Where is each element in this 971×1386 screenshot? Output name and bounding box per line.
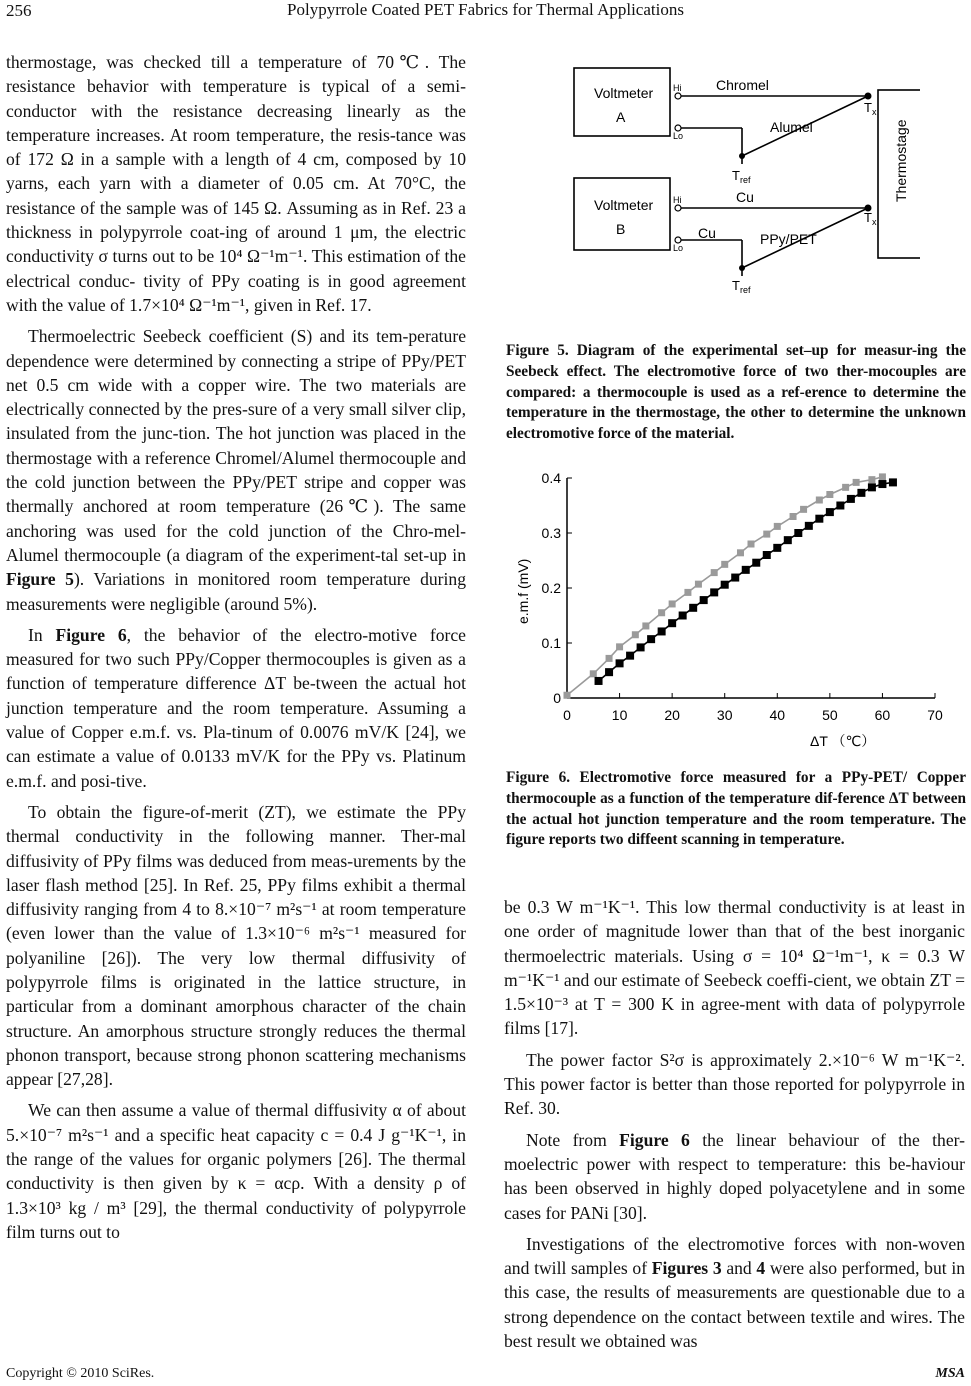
data-point <box>774 523 781 530</box>
x-axis-label: ΔT （℃） <box>810 733 876 749</box>
paragraph: The power factor S²σ is approximately 2.×10⁻⁶ W m⁻¹K⁻². This power factor is better than those reported for polypyrrole in Ref. 30. <box>504 1049 965 1119</box>
data-point <box>763 531 770 538</box>
paragraph: In Figure 6, the behavior of the electro-motive force measured for two such PPy/Copper thermocouples is given as a function of temperature difference ΔT be-tween the actual hot junction temperature and the room temperature. Assuming a value of Copper e.m.f. vs. Pla-tinum of 0.0076 mV/K [24], we can estimate a value of 0.0133 mV/K for the PPy vs. Platinum e.m.f. and posi-tive. <box>6 624 466 791</box>
data-point <box>668 619 676 627</box>
data-point <box>711 569 718 576</box>
x-tick-label: 10 <box>611 707 628 723</box>
left-column <box>6 50 466 1251</box>
data-point <box>721 561 728 568</box>
x-tick-label: 40 <box>769 707 786 723</box>
data-point <box>684 589 691 596</box>
data-point <box>763 551 771 559</box>
data-point <box>826 508 834 516</box>
data-point <box>658 609 665 616</box>
voltmeter-a-label: Voltmeter <box>594 85 654 101</box>
data-point <box>794 529 802 537</box>
paragraph: Thermoelectric Seebeck coefficient (S) and its tem-perature dependence were determined by connecting a stripe of PPy/PET net 0.5 cm wide with a copper wire. The two materials are electrically connected by the pres-sure of a very small silver clip, insulated from the junc-tion. The hot junction was placed in the thermostage with a reference Chromel/Alumel thermocouple and the cold junction between the PPy/PET stripe and copper was thermally anchored at room temperature (26℃). The same anchoring was used for the cold junction of the Chro-mel-Alumel thermocouple (a diagram of the experiment-tal set-up in Figure 5). Variations in monitored room temperature during measurements were negligible (around 5%). <box>6 326 466 614</box>
data-point <box>815 515 823 523</box>
x-tick-label: 70 <box>927 707 943 723</box>
svg-text:Tref: $T_{ref}$ <box>732 168 751 185</box>
data-point <box>816 497 823 504</box>
data-point <box>868 476 875 483</box>
data-point <box>595 677 603 685</box>
data-point <box>647 635 655 643</box>
data-point <box>790 513 797 520</box>
y-tick-label: 0.3 <box>541 525 561 541</box>
svg-text:Cu: Cu <box>736 189 754 205</box>
page-number: 256 <box>6 1 32 20</box>
svg-text:B: B <box>616 221 626 237</box>
data-point <box>689 604 697 612</box>
journal-abbrev: MSA <box>935 1366 965 1381</box>
x-tick-label: 30 <box>716 707 733 723</box>
paragraph: To obtain the figure-of-merit (ZT), we estimate the PPy thermal conductivity in the following manner. Ther-mal diffusivity of PPy films was deduced from meas-urements by the laser flash method [25]. In Ref. 25, PPy films exhibit a thermal diffusivity ranging from 4 to 8.×10⁻⁷ m²s⁻¹ at room temperature (even lower than the value of 1.3×10⁻⁶ m²s⁻¹ measured for polyaniline [26]). The very low thermal diffusivity of polypyrrole films is originated in the lattice structure, in particular from a dominant amorphous character of the chain structure. An amorphous structure strongly reduces the thermal phonon transport, because strong phonon scattering mechanisms appear [27,28]. <box>6 801 466 1090</box>
figure-ref[interactable]: Figure 6 <box>619 1129 690 1150</box>
alumel-label: Alumel <box>770 119 813 135</box>
data-point <box>878 480 886 488</box>
svg-text:Lo: Lo <box>673 131 684 141</box>
y-axis-label: e.m.f (mV) <box>515 558 531 624</box>
data-point <box>748 541 755 548</box>
data-point <box>879 473 886 480</box>
svg-text:Tx: $T_x$ <box>864 210 877 227</box>
data-point <box>679 612 687 620</box>
data-point <box>889 478 897 486</box>
svg-text:Tx: $T_x$ <box>864 100 877 117</box>
y-tick-label: 0.2 <box>541 580 561 596</box>
data-point <box>564 692 571 699</box>
figure-5-caption: Figure 5. Diagram of the experimental set–up for measur-ing the Seebeck effect. The electromotive force of two ther-mocouples are compared: a thermocouple is used as a ref-erence to determine the temperature in the thermostage, the other to determine the unknown electromotive force of the material. <box>506 342 966 443</box>
data-point <box>700 596 708 604</box>
data-point <box>632 631 639 638</box>
data-point <box>721 581 729 589</box>
svg-text:A: A <box>616 109 626 125</box>
data-point <box>710 588 718 596</box>
figure-ref[interactable]: Figure 5 <box>6 569 74 590</box>
data-point <box>606 655 613 662</box>
data-point <box>626 652 634 660</box>
svg-text:Hi: Hi <box>673 195 682 205</box>
figure-6-caption: Figure 6. Electromotive force measured for a PPy-PET/ Copper thermocouple as a function of the temperature dif-ference ΔT between the actual hot junction temperature and the room temperature. The figure reports two diffeent scanning in temperature. <box>506 769 966 849</box>
data-point <box>805 522 813 530</box>
paragraph: Investigations of the electromotive forces with non-woven and twill samples of Figures 3 and 4 were also performed, but in this case, the results of measurements are questionable due to a strong dependence on the contact between textile and wires. The best result we obtained was <box>504 1233 966 1352</box>
data-point <box>752 559 760 567</box>
figure-5-diagram <box>560 60 920 300</box>
data-point <box>773 544 781 552</box>
data-point <box>669 600 676 607</box>
data-point <box>642 622 649 629</box>
data-point <box>800 506 807 513</box>
svg-text:Cu: Cu <box>698 225 716 241</box>
data-point <box>658 627 666 635</box>
y-tick-label: 0 <box>553 690 561 706</box>
x-tick-label: 60 <box>874 707 891 723</box>
y-tick-label: 0.4 <box>541 470 561 486</box>
svg-text:Tref: $T_{ref}$ <box>732 278 751 295</box>
data-point <box>731 574 739 582</box>
figure-ref[interactable]: Figures 3 <box>651 1258 722 1279</box>
right-column <box>504 895 965 1360</box>
data-point <box>737 549 744 556</box>
figure-6-chart <box>510 462 950 762</box>
data-point <box>868 483 876 491</box>
paragraph: We can then assume a value of thermal diffusivity α of about 5.×10⁻⁷ m²s⁻¹ and a specific heat capacity c = 0.4 J g⁻¹K⁻¹, in the range of the values for organic polymers [26]. The thermal conductivity is then given by κ = αcρ. With a density ρ of 1.3×10³ kg / m³ [29], the thermal conductivity of polypyrrole film turns out to <box>6 1100 466 1242</box>
paragraph: Note from Figure 6 the linear behaviour of the ther-moelectric power with respect to temperature: this be-haviour has been observed in highly doped polyacetylene and in some cases for PANi [30]. <box>504 1129 966 1223</box>
data-point <box>836 502 844 510</box>
data-point <box>742 566 750 574</box>
figure-ref[interactable]: 4 <box>756 1258 766 1279</box>
paragraph: be 0.3 W m⁻¹K⁻¹. This low thermal conductivity is at least in one order of magnitude lower than that of the best inorganic thermoelectric materials. Using σ = 10⁴ Ω⁻¹m⁻¹, κ = 0.3 W m⁻¹K⁻¹ and our estimate of Seebeck coeffi-cient, we obtain ZT = 1.5×10⁻³ at T = 300 K in agree-ment with data of polypyrrole films [17]. <box>504 897 965 1039</box>
data-point <box>842 484 849 491</box>
thermostage-label: Thermostage <box>893 119 909 202</box>
svg-text:Lo: Lo <box>673 243 684 253</box>
data-point <box>853 479 860 486</box>
x-tick-label: 20 <box>664 707 680 723</box>
chromel-label: Chromel <box>716 77 769 93</box>
data-point <box>695 581 702 588</box>
copyright: Copyright © 2010 SciRes. <box>6 1366 155 1381</box>
data-point <box>637 643 645 651</box>
data-point <box>857 489 865 497</box>
data-point <box>826 491 833 498</box>
data-point <box>590 670 597 677</box>
paragraph: thermostage, was checked till a temperature of 70℃. The resistance behavior with temperature is typical of a semi-conductor with the resistance decreasing linearly as the temperature increases. At room temperature, the resis-tance was of 172 Ω in a sample with a length of 4 cm, composed by 10 yarns, each yarn with a diameter of 0.05 cm. At 70°C, the resistance of the sample was of 145 Ω. Assuming as in Ref. 23 a thickness in polypyrrole coat-ing of around 1 μm, the electric conductivity σ turns out to be 10⁴ Ω⁻¹m⁻¹. This estimation of the electrical conduc- tivity of PPy coating is in good agreement with the value of 1.7×10⁴ Ω⁻¹m⁻¹, given in Ref. 17. <box>6 52 466 315</box>
x-tick-label: 0 <box>563 707 571 723</box>
data-point <box>616 659 624 667</box>
ppy-pet-label: PPy/PET <box>760 231 817 247</box>
figure-ref[interactable]: Figure 6 <box>55 624 127 645</box>
data-point <box>616 643 623 650</box>
x-tick-label: 50 <box>822 707 838 723</box>
voltmeter-b-label: Voltmeter <box>594 197 654 213</box>
data-point <box>847 495 855 503</box>
data-point <box>605 668 613 676</box>
y-tick-label: 0.1 <box>541 635 561 651</box>
svg-text:Hi: Hi <box>673 83 682 93</box>
running-title: Polypyrrole Coated PET Fabrics for Thermal Applications <box>287 0 684 19</box>
data-point <box>784 536 792 544</box>
